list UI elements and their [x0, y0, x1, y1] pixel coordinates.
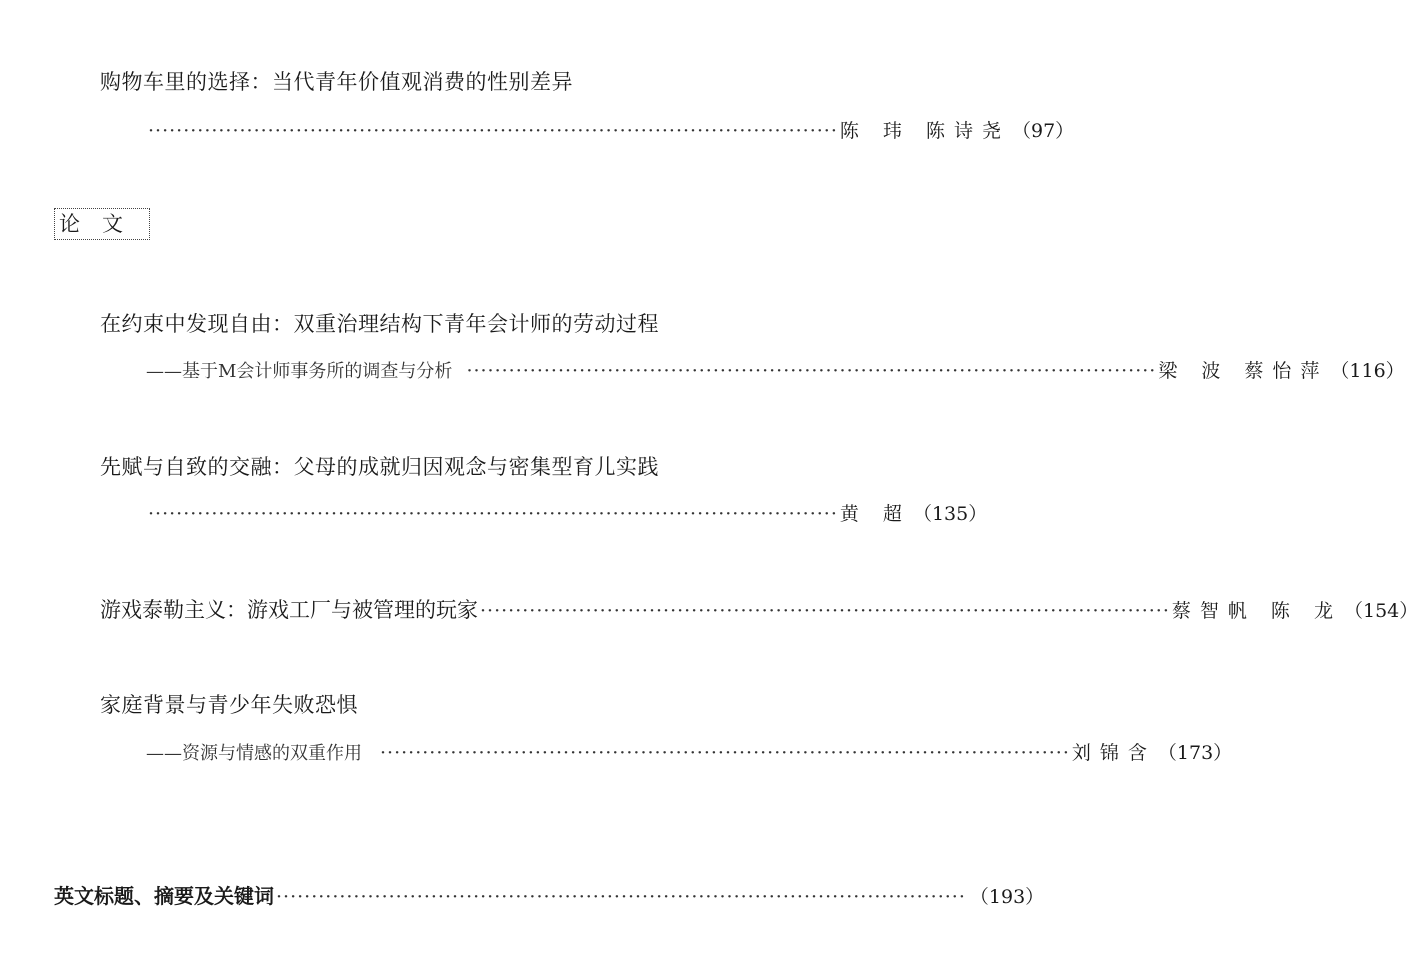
- entry-subtitle: ——资源与情感的双重作用: [146, 743, 362, 764]
- entry-authors: 陈 玮 陈诗尧: [839, 120, 1010, 142]
- english-section-line: [54, 880, 1045, 909]
- entry-authors: 刘锦含: [1071, 742, 1156, 764]
- english-section-title[interactable]: 英文标题、摘要及关键词: [54, 884, 274, 908]
- entry-page-number[interactable]: （154）: [1343, 600, 1418, 622]
- dot-leader: ··································································································: [466, 360, 1157, 382]
- entry-title[interactable]: 家庭背景与青少年失败恐惧: [100, 693, 358, 717]
- entry-title[interactable]: 游戏泰勒主义：游戏工厂与被管理的玩家: [100, 598, 478, 622]
- entry-meta-line: [146, 356, 1405, 383]
- entry-authors: 梁 波 蔡怡萍: [1158, 360, 1329, 382]
- entry-title[interactable]: 在约束中发现自由：双重治理结构下青年会计师的劳动过程: [100, 312, 659, 336]
- entry-authors: 蔡智帆 陈 龙: [1171, 600, 1342, 622]
- entry-title[interactable]: 先赋与自致的交融：父母的成就归因观念与密集型育儿实践: [100, 455, 659, 479]
- entry-single-line: [100, 594, 1418, 624]
- entry-authors: 黄 超: [839, 503, 911, 525]
- entry-title[interactable]: 购物车里的选择：当代青年价值观消费的性别差异: [100, 70, 573, 94]
- entry-page-number[interactable]: （97）: [1011, 120, 1075, 142]
- entry-page-number[interactable]: （116）: [1330, 360, 1405, 382]
- dot-leader: ··································································································: [480, 600, 1170, 622]
- entry-meta-line: [146, 499, 988, 526]
- entry-meta-line: [146, 116, 1075, 143]
- dot-leader: ··································································································: [148, 120, 838, 142]
- dot-leader: ··································································································: [276, 886, 966, 908]
- entry-meta-line: [146, 738, 1233, 765]
- entry-subtitle: ——基于M会计师事务所的调查与分析: [146, 361, 453, 382]
- dot-leader: ··································································································: [148, 503, 838, 525]
- dot-leader: ··································································································: [380, 742, 1070, 764]
- english-section-page-number[interactable]: （193）: [969, 886, 1045, 908]
- entry-page-number[interactable]: （173）: [1157, 742, 1233, 764]
- entry-page-number[interactable]: （135）: [912, 503, 988, 525]
- section-heading: 论文: [54, 208, 150, 240]
